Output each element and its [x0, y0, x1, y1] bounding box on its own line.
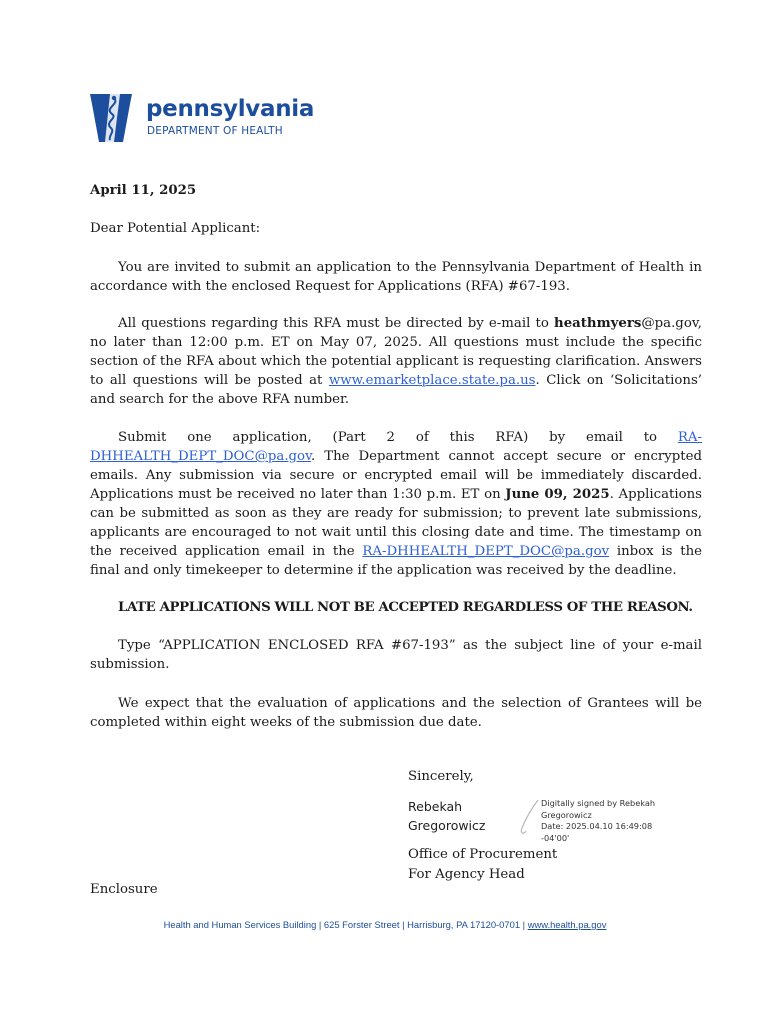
enclosure-note: Enclosure	[90, 882, 158, 897]
keystone-icon	[90, 92, 144, 144]
footer	[0, 919, 770, 930]
digital-signature-line2: Gregorowicz	[541, 809, 592, 820]
signature-stroke-icon	[514, 798, 544, 838]
signer-last-name: Gregorowicz	[408, 818, 486, 833]
p2-text-start: All questions regarding this RFA must be directed by e-mail to	[118, 316, 555, 331]
signer-name	[408, 797, 485, 835]
p3-text-end: inbox is the final and only timekeeper to determine if the application was received by the deadline.	[90, 544, 702, 578]
digital-signature-line1: Digitally signed by Rebekah	[541, 798, 656, 808]
due-date: June 09, 2025	[505, 487, 610, 502]
late-applications-notice: LATE APPLICATIONS WILL NOT BE ACCEPTED REGARDLESS OF THE REASON.	[118, 600, 693, 615]
submission-email-link[interactable]: RA-DHHEALTH_DEPT_DOC@pa.gov	[90, 430, 702, 464]
p3-text-start: Submit one application, (Part 2 of this RFA) by email to	[118, 430, 678, 445]
p2-text-end: . Click on ‘Solicitations’ and search for the above RFA number.	[90, 373, 702, 407]
footer-address: Health and Human Services Building | 625 Forster Street | Harrisburg, PA 17120-0701 |	[163, 919, 528, 930]
salutation: Dear Potential Applicant:	[90, 221, 261, 236]
p3-text-mid2: . Applications can be submitted as soon as they are ready for submission; to prevent late submissions, applicants are encouraged to not wait until this closing date and time. The timestamp on the received application email in the	[90, 487, 702, 559]
emarketplace-link[interactable]: www.emarketplace.state.pa.us	[328, 373, 536, 388]
paragraph-submission	[90, 428, 702, 580]
p3-text-mid: . The Department cannot accept secure or encrypted emails. Any submission via secure or encrypted email will be immediately discarded. Applications must be received no later than 1:30 p.m. ET on	[90, 449, 702, 502]
digital-signature-details	[541, 798, 681, 844]
letter-date: April 11, 2025	[90, 183, 197, 198]
footer-website-link[interactable]: www.health.pa.gov	[527, 919, 607, 930]
logo-department: DEPARTMENT OF HEALTH	[147, 125, 283, 137]
office-line2: For Agency Head	[408, 866, 525, 882]
p2-text-mid: @pa.gov, no later than 12:00 p.m. ET on May 07, 2025. All questions must include the specific section of the RFA about which the potential applicant is requesting clarification. Answers to all questions will be posted at	[90, 316, 702, 388]
digital-signature-date: Date: 2025.04.10 16:49:08 -04'00'	[541, 821, 653, 843]
paragraph-questions	[90, 314, 702, 409]
paragraph-evaluation: We expect that the evaluation of applications and the selection of Grantees will be completed within eight weeks of the submission due date.	[90, 696, 702, 730]
signer-first-name: Rebekah	[408, 799, 463, 814]
pa-health-logo	[90, 92, 315, 144]
paragraph-invitation: You are invited to submit an application to the Pennsylvania Department of Health in accordance with the enclosed Request for Applications (RFA) #67-193.	[90, 260, 702, 294]
inbox-email-link[interactable]: RA-DHHEALTH_DEPT_DOC@pa.gov	[362, 544, 610, 559]
contact-email-name: heathmyers	[554, 316, 642, 331]
logo-wordmark: pennsylvania	[146, 96, 315, 122]
signer-office	[408, 845, 557, 884]
office-line1: Office of Procurement	[408, 847, 558, 862]
paragraph-subject-line: Type “APPLICATION ENCLOSED RFA #67-193” as the subject line of your e-mail submission.	[90, 638, 702, 672]
closing: Sincerely,	[408, 769, 474, 784]
